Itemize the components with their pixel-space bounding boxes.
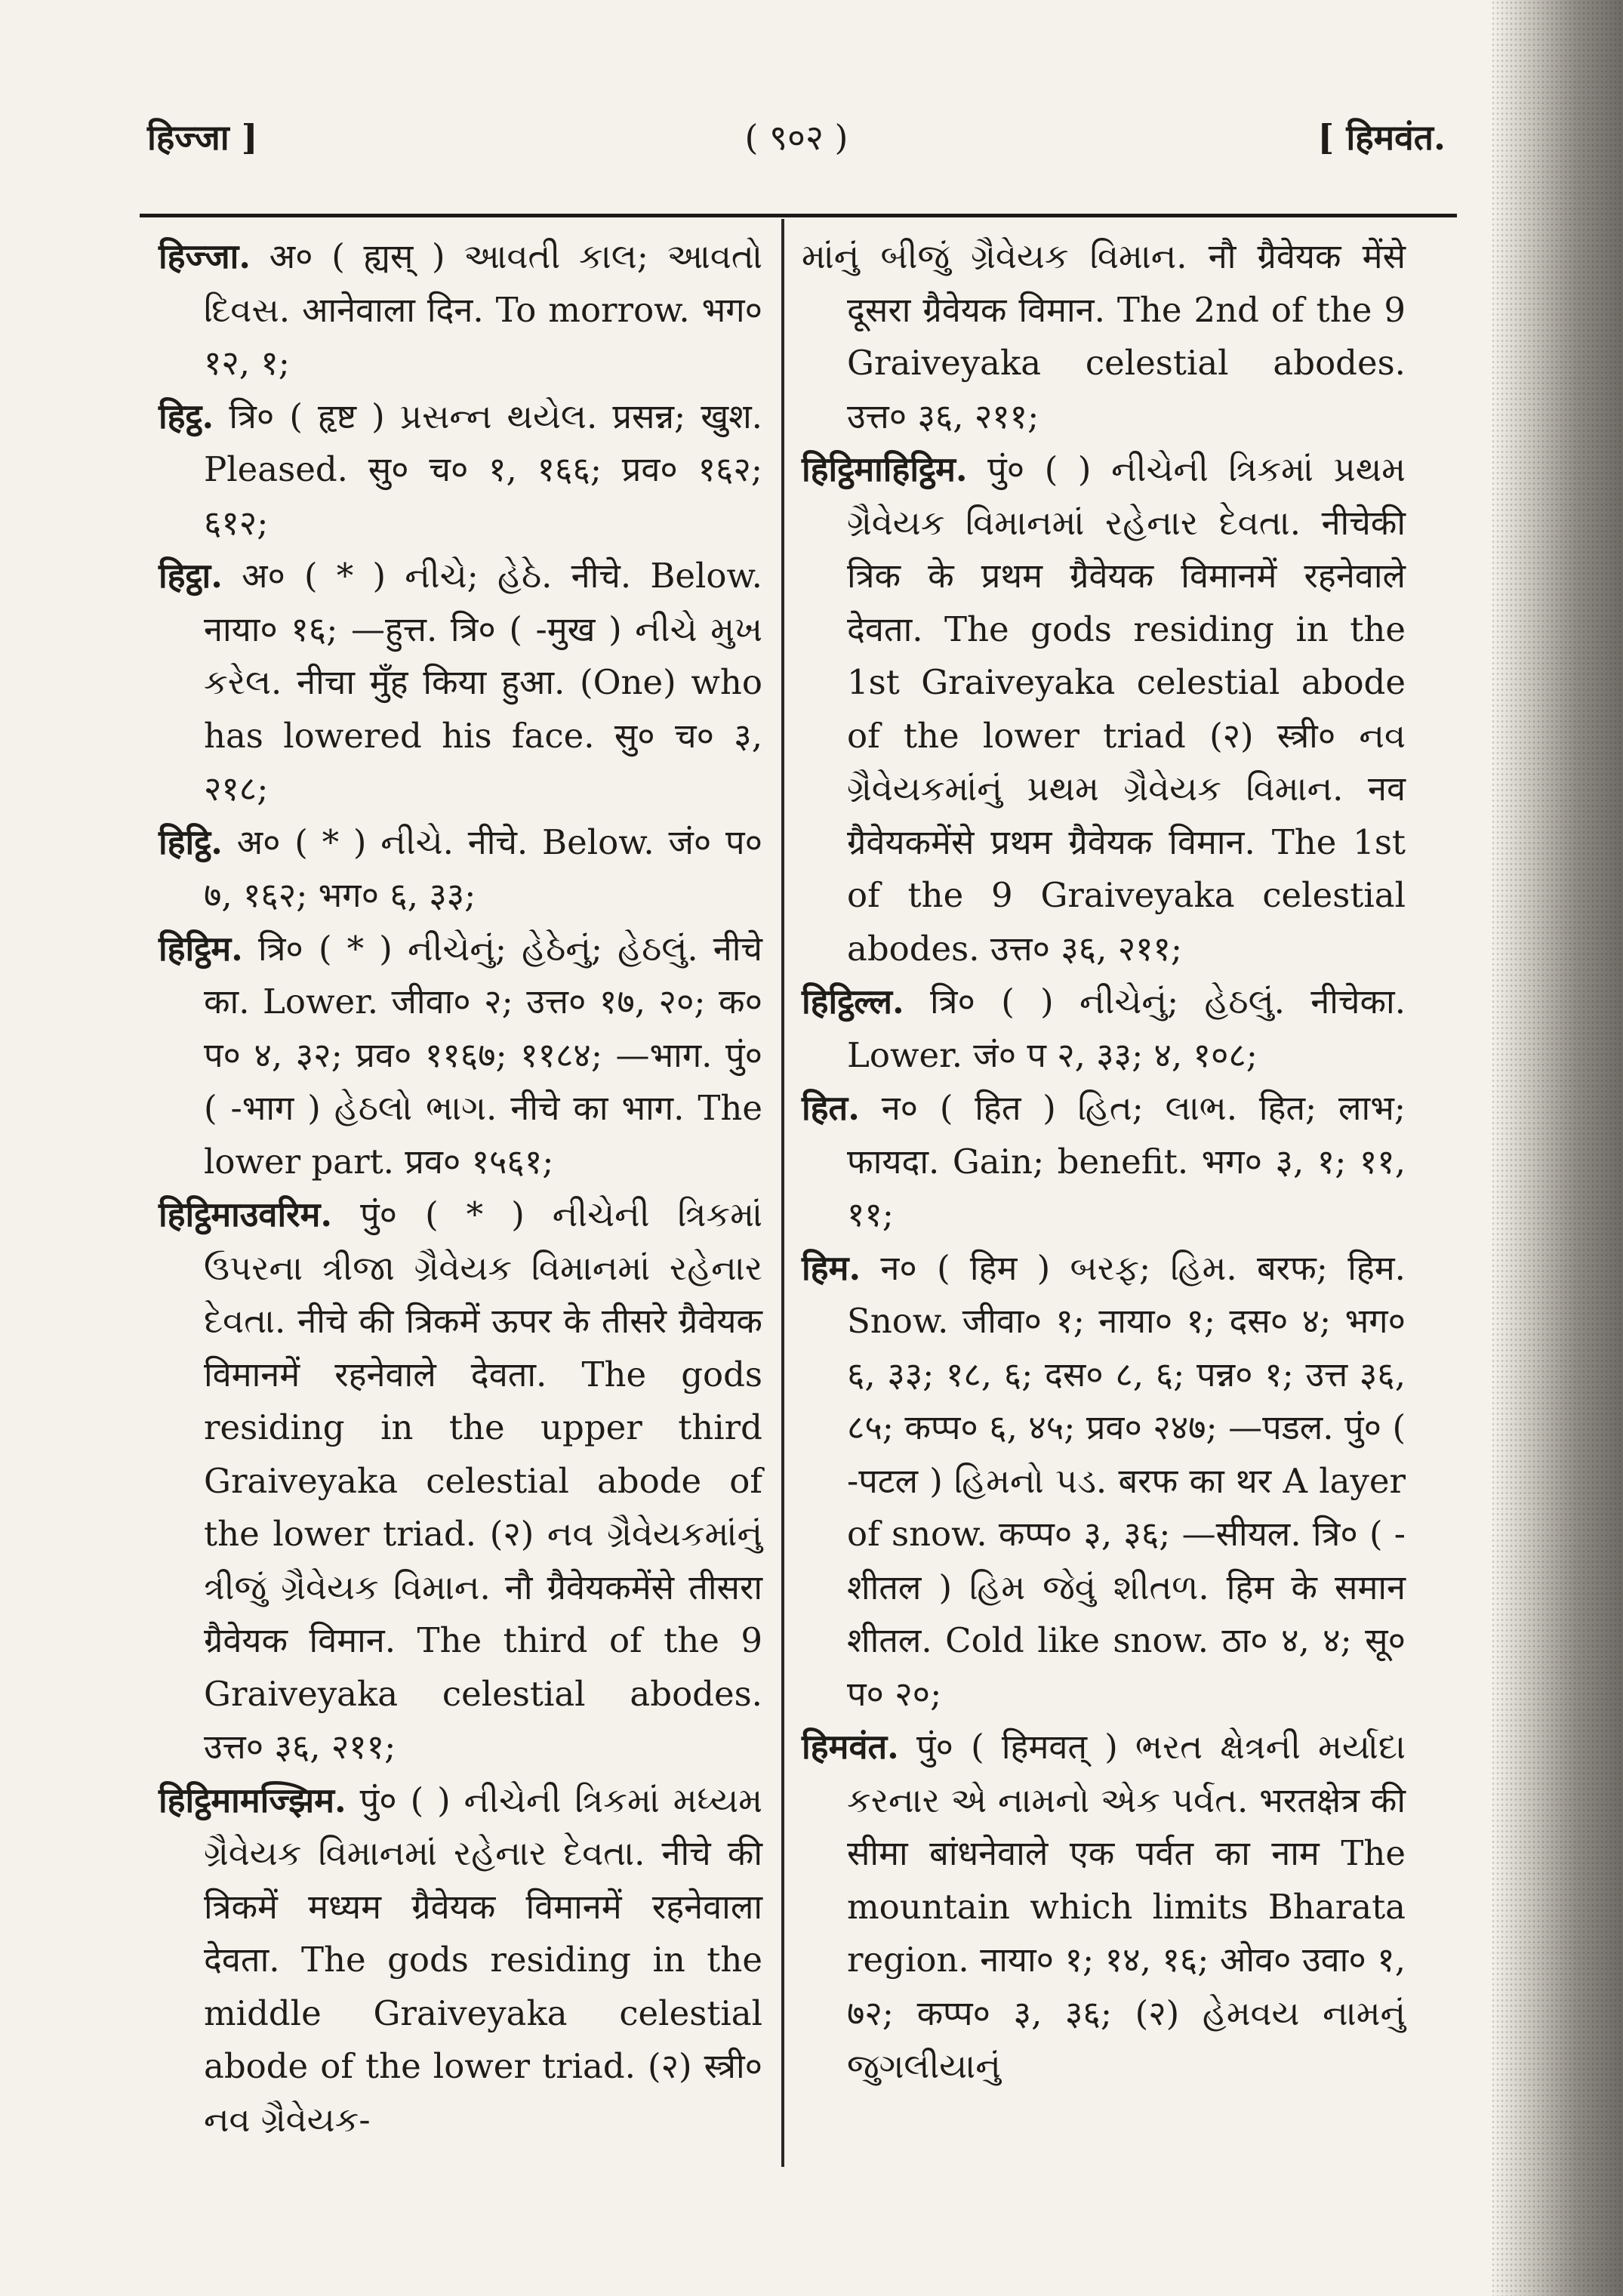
entry-headword: हिट्ठिमाहिट्ठिम. (802, 449, 968, 489)
dictionary-entry (159, 816, 762, 923)
entry-headword: हिज्जा. (159, 236, 251, 276)
entry-definition: अ० ( ह्यस् ) આવતી કાલ; આવતો દિવસ. आनेवाला दिन. To morrow. भग० १२, १; (204, 236, 763, 383)
dictionary-entry (159, 923, 762, 1189)
entry-definition: न० ( हित ) હિત; લાભ. हित; लाभ; फायदा. Gain; benefit. भग० ३, १; ११, ११; (847, 1088, 1406, 1234)
entry-headword: हिट्ठि. (159, 821, 223, 862)
dictionary-entry (802, 443, 1406, 975)
entry-definition: अ० ( * ) નીચે; હેઠે. नीचे. Below. नाया० १६; —हुत्त. त्रि० ( -मुख ) નીચે મુખ કરેલ. नीचा मुँह किया हुआ. (One) who has lowered his face. सु० च० ३, २१८; (204, 556, 762, 809)
entry-headword: हिम. (802, 1247, 861, 1288)
dictionary-entry (802, 1082, 1406, 1242)
column-divider (781, 219, 784, 2167)
entry-headword: हिमवंत. (802, 1727, 899, 1767)
spine-texture (1491, 0, 1623, 2296)
dictionary-entry (159, 1774, 762, 2147)
dictionary-entry (159, 550, 762, 816)
page-header (147, 113, 1446, 174)
dictionary-entry (159, 1188, 762, 1774)
dictionary-entry (802, 1242, 1406, 1721)
dictionary-entry-continued (802, 230, 1406, 443)
header-rule (140, 214, 1457, 217)
entry-definition: अ० ( * ) નીચે. नीचे. Below. जं० प० ७, १६२; भग० ६, ३३; (204, 821, 763, 915)
header-left-guide-word: हिज्जा ] (147, 117, 258, 158)
dictionary-entry (802, 1721, 1406, 2094)
entry-definition: માંનું બીજું ગ્રૈવેયક વિમાન. नौ ग्रैवेयक मेंसे दूसरा ग्रैवेयक विमान. The 2nd of the 9 Graiveyaka celestial abodes. उत्त० ३६, २११; (802, 236, 1406, 436)
entry-definition: पुं० ( * ) નીચેની ત્રિકમાં ઉપરના ત્રીજા ગ્રૈવેયક વિમાનમાં રહેનાર દેવતા. नीचे की त्रिकमें ऊपर के तीसरे ग्रैवेयक विमानमें रहनेवाले देवता. The gods residing in the upper third Graiveyaka celestial abode of the lower triad. (२) નવ ગ્રૈવેયકમાંનું ત્રીજું ગ્રૈવેયક વિમાન. नौ ग्रैवेयकमेंसे तीसरा ग्रैवेयक विमान. The third of the 9 Graiveyaka celestial abodes. उत्त० ३६, २११; (204, 1194, 762, 1767)
entry-definition: पुं० ( ) નીચેની ત્રિકમાં મધ્યમ ગ્રૈવેયક વિમાનમાં રહેનાર દેવતા. नीचे की त्रिकमें मध्यम ग्रैवेयक विमानमें रहनेवाला देवता. The gods residing in the middle Graiveyaka celestial abode of the lower triad. (२) स्त्री० નવ ગ્રૈવેયક- (204, 1780, 762, 2140)
entry-headword: हिट्ठिमामज्झिम. (159, 1780, 346, 1820)
entry-definition: पुं० ( ) નીચેની ત્રિકમાં પ્રથમ ગ્રૈવેયક વિમાનમાં રહેનાર દેવતા. नीचेकी त्रिक के प्रथम ग्रैवेयक विमानमें रहनेवाले देवता. The gods residing in the 1st Graiveyaka celestial abode of the lower triad (२) स्त्री० નવ ગ્રૈવેયકમાંનું પ્રથમ ગ્રૈવેયક વિમાન. नव ग्रैवेयकमेंसे प्रथम ग्रैवेयक विमान. The 1st of the 9 Graiveyaka celestial abodes. उत्त० ३६, २११; (847, 449, 1406, 969)
header-right-guide-word: [ हिमवंत. (1317, 117, 1446, 158)
entry-headword: हित. (802, 1088, 860, 1128)
entry-definition: पुं० ( हिमवत् ) ભરત ક્ષેત્રની મર્યાદા કરનાર એ નામનો એક પર્વત. भरतक्षेत्र की सीमा बांधनेवाले एक पर्वत का नाम The mountain which limits Bharata region. नाया० १; १४, १६; ओव० उवा० १, ७२; कप्प० ३, ३६; (२) હેમવય નામનું જુગલીયાનું (847, 1727, 1406, 2086)
entry-headword: हिट्ठिमाउवरिम. (159, 1194, 333, 1234)
entry-headword: हिट्ठिम. (159, 928, 243, 969)
dictionary-entry (159, 390, 762, 550)
page-number: ( ९०२ ) (744, 117, 848, 158)
entry-definition: त्रि० ( * ) નીચેનું; હેઠેનું; હેઠલું. नीचे का. Lower. जीवा० २; उत्त० १७, २०; क० प० ४, ३२; प्रव० ११६७; ११८४; —भाग. पुं० ( -भाग ) હેઠલો ભાગ. नीचे का भाग. The lower part. प्रव० १५६१; (204, 928, 762, 1182)
dictionary-entry (802, 975, 1406, 1082)
entry-headword: हिट्ठिल्ल. (802, 982, 904, 1022)
entry-definition: त्रि० ( हृष्ट ) પ્રસન્ન થયેલ. प्रसन्न; खुश. Pleased. सु० च० १, १६६; प्रव० १६२; ६१२; (204, 396, 762, 543)
entry-headword: हिट्ठ. (159, 396, 214, 436)
right-column (802, 230, 1406, 2094)
entry-headword: हिट्ठा. (159, 556, 223, 596)
left-column (159, 230, 762, 2147)
dictionary-entry (159, 230, 762, 390)
entry-definition: त्रि० ( ) નીચેનું; હેઠલું. नीचेका. Lower. जं० प २, ३३; ४, १०८; (847, 982, 1406, 1075)
entry-definition: न० ( हिम ) બરફ; હિમ. बरफ; हिम. Snow. जीवा० १; नाया० १; दस० ४; भग० ६, ३३; १८, ६; दस० ८, ६; पन्न० १; उत्त ३६, ८५; कप्प० ६, ४५; प्रव० २४७; —पडल. पुं० ( -पटल ) હિમનો પડ. बरफ का थर A layer of snow. कप्प० ३, ३६; —सीयल. त्रि० ( -शीतल ) હિમ જેવું શીતળ. हिम के समान शीतल. Cold like snow. ठा० ४, ४; सू० प० २०; (847, 1247, 1406, 1714)
